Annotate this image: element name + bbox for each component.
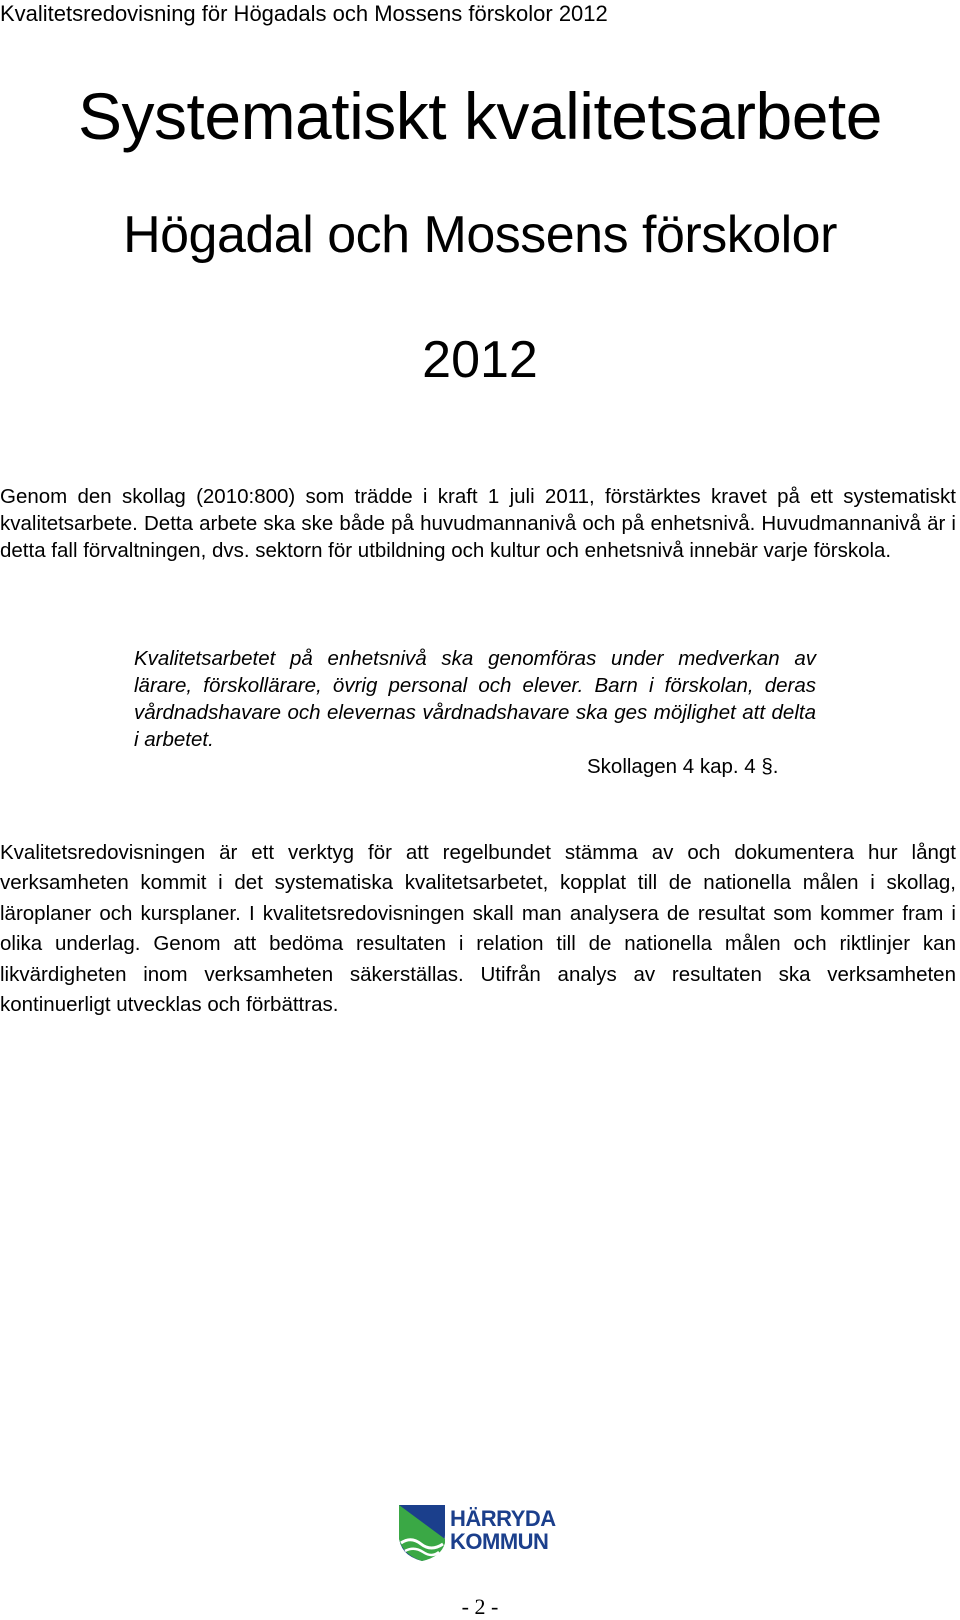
law-quote-text: Kvalitetsarbetet på enhetsnivå ska genomföras under medverkan av lärare, förskollärare, övrig personal och elever. Barn i förskolan, deras vårdnadshavare och elevernas vårdnadshavare ska ges möjlighet att delta i arbetet. <box>134 647 816 751</box>
law-citation: Skollagen 4 kap. 4 §. <box>587 755 779 778</box>
body-paragraph: Kvalitetsredovisningen är ett verktyg för att regelbundet stämma av och dokumentera hur långt verksamheten kommit i det systematiska kvalitetsarbetet, kopplat till de nationella målen i skollag, läroplaner och kursplaner. I kvalitetsredovisningen skall man analysera de resultat som kommer fram i olika underlag. Genom att bedöma resultaten i relation till de nationella målen och riktlinjer kan likvärdigheten inom verksamheten säkerställas. Utifrån analys av resultaten ska verksamheten kontinuerligt utvecklas och förbättras. <box>0 841 956 1017</box>
harryda-shield-icon <box>397 1503 447 1563</box>
harryda-kommun-logo <box>397 1503 567 1567</box>
logo-line-1: HÄRRYDA <box>450 1506 556 1531</box>
logo-wordmark <box>450 1507 556 1553</box>
running-header: Kvalitetsredovisning för Högadals och Mossens förskolor 2012 <box>0 1 608 26</box>
page-number: - 2 - <box>461 1594 499 1619</box>
law-quote <box>134 645 816 753</box>
page-subtitle: Högadal och Mossens förskolor <box>123 206 837 264</box>
logo-line-2: KOMMUN <box>450 1529 549 1554</box>
report-year: 2012 <box>422 331 538 389</box>
intro-paragraph: Genom den skollag (2010:800) som trädde i kraft 1 juli 2011, förstärktes kravet på ett systematiskt kvalitetsarbete. Detta arbete ska ske både på huvudmannanivå och på enhetsnivå. Huvudmannanivå är i detta fall förvaltningen, dvs. sektorn för utbildning och kultur och enhetsnivå innebär varje förskola. <box>0 485 956 562</box>
page-title: Systematiskt kvalitetsarbete <box>78 79 882 153</box>
